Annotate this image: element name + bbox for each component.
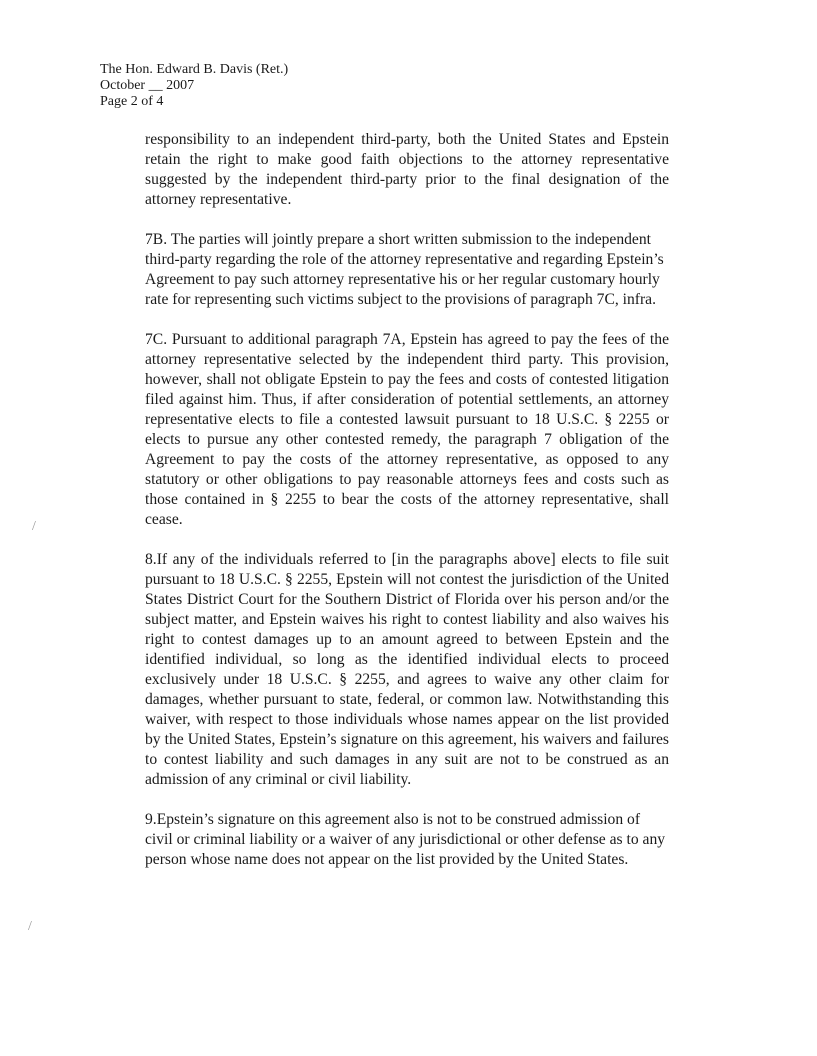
paragraph-7b: 7B. The parties will jointly prepare a short written submission to the independent third-party regarding the role of the attorney representative and regarding Epstein’s Agreement to pay such attorney representative his or her regular customary hourly rate for representing such victims subject to the provisions of paragraph 7C, infra. (145, 231, 664, 308)
paragraph-7c: 7C. Pursuant to additional paragraph 7A, Epstein has agreed to pay the fees of the attorney representative selected by the independent third party. This provision, however, shall not obligate Epstein to pay the fees and costs of contested litigation filed against him. Thus, if after consideration of potential settlements, an attorney representative elects to file a contested lawsuit pursuant to 18 U.S.C. § 2255 or elects to pursue any other contested remedy, the paragraph 7 obligation of the Agreement to pay the costs of the attorney representative, as opposed to any statutory or other obligations to pay reasonable attorneys fees and costs such as those contained in § 2255 to bear the costs of the attorney representative, shall cease. (145, 331, 669, 528)
recipient-line: The Hon. Edward B. Davis (Ret.) (100, 62, 289, 77)
paragraph-9: 9.Epstein’s signature on this agreement also is not to be construed admission of civil or criminal liability or a waiver of any jurisdictional or other defense as to any person whose name does not appear on the list provided by the United States. (145, 811, 666, 868)
scan-mark: / (32, 519, 36, 534)
paragraph-7a-continuation: responsibility to an independent third-party, both the United States and Epstein retain the right to make good faith objections to the attorney representative suggested by the independent third-party prior to the final designation of the attorney representative. (145, 131, 669, 208)
paragraph-8: 8.If any of the individuals referred to [in the paragraphs above] elects to file suit pursuant to 18 U.S.C. § 2255, Epstein will not contest the jurisdiction of the United States District Court for the Southern District of Florida over his person and/or the subject matter, and Epstein waives his right to contest liability and also waives his right to contest damages up to an amount agreed to between Epstein and the identified individual, so long as the identified individual elects to proceed exclusively under 18 U.S.C. § 2255, and agrees to waive any other claim for damages, whether pursuant to state, federal, or common law. Notwithstanding this waiver, with respect to those individuals whose names appear on the list provided by the United States, Epstein’s signature on this agreement, his waivers and failures to contest liability and such damages in any suit are not to be construed as an admission of any criminal or civil liability. (145, 551, 669, 788)
letter-body (145, 130, 669, 890)
date-line: October __ 2007 (100, 78, 195, 93)
scan-mark: / (28, 919, 32, 934)
letter-header (100, 62, 288, 110)
page-number-line: Page 2 of 4 (100, 94, 164, 109)
